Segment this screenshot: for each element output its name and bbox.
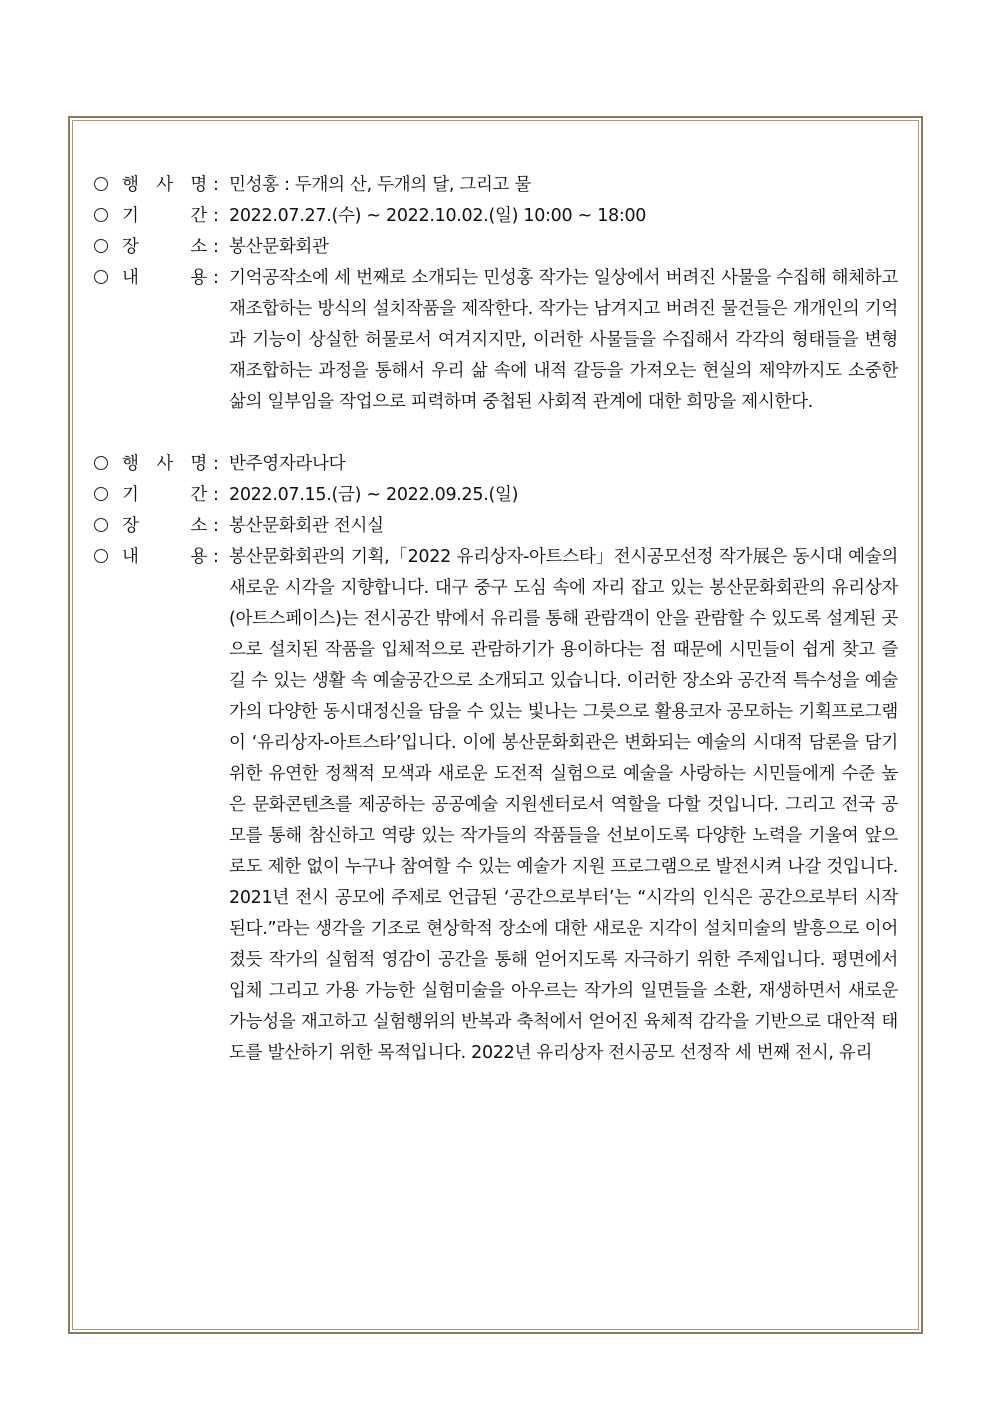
- colon: :: [213, 237, 219, 257]
- event-period-row: [94, 201, 898, 232]
- label-event-name: 행 사 명: [122, 175, 207, 195]
- event-place: 봉산문화회관: [229, 237, 329, 257]
- colon: :: [213, 454, 219, 474]
- colon: :: [213, 206, 219, 226]
- event-name-row: [94, 170, 898, 201]
- circle-bullet-icon: [94, 511, 122, 542]
- event-content: 봉산문화회관의 기획,「2022 유리상자-아트스타」전시공모선정 작가展은 동시대 예술의 새로운 시각을 지향합니다. 대구 중구 도심 속에 자리 잡고 있는 봉산문화회관의 유리상자(아트스페이스)는 전시공간 밖에서 유리를 통해 관람객이 안을 관람할 수 있도록 설계된 곳으로 설치된 작품을 입체적으로 관람하기가 용이하다는 점 때문에 시민들이 쉽게 찾고 즐길 수 있는 생활 속 예술공간으로 소개되고 있습니다. 이러한 장소와 공간적 특수성을 예술가의 다양한 동시대정신을 담을 수 있는 빛나는 그릇으로 활용코자 공모하는 기획프로그램이 ‘유리상자-아트스타’입니다. 이에 봉산문화회관은 변화되는 예술의 시대적 담론을 담기 위한 유연한 정책적 모색과 새로운 도전적 실험으로 예술을 사랑하는 시민들에게 수준 높은 문화콘텐츠를 제공하는 공공예술 지원센터로서 역할을 다할 것입니다. 그리고 전국 공모를 통해 참신하고 역량 있는 작가들의 작품들을 선보이도록 다양한 노력을 기울여 앞으로도 제한 없이 누구나 참여할 수 있는 예술가 지원 프로그램으로 발전시켜 나갈 것입니다. 2021년 전시 공모에 주제로 언급된 ‘공간으로부터’는 “시각의 인식은 공간으로부터 시작된다.”라는 생각을 기조로 현상학적 장소에 대한 새로운 지각이 설치미술의 발흥으로 이어졌듯 작가의 실험적 영감이 공간을 통해 얻어지도록 자극하기 위한 주제입니다. 평면에서 입체 그리고 가용 가능한 실험미술을 아우르는 작가의 일면들을 소환, 재생하면서 새로운 가능성을 재고하고 실험행위의 반복과 축척에서 얻어진 육체적 감각을 기반으로 대안적 태도를 발산하기 위한 목적입니다. 2022년 유리상자 전시공모 선정작 세 번째 전시, 유리: [229, 547, 898, 1063]
- circle-bullet-icon: [94, 480, 122, 511]
- circle-bullet-icon: [94, 542, 122, 573]
- label-content: 내 용: [122, 547, 207, 567]
- label-content: 내 용: [122, 268, 207, 288]
- event-place-row: [94, 232, 898, 263]
- circle-bullet-icon: [94, 201, 122, 232]
- label-place: 장 소: [122, 516, 207, 536]
- event-name-row: [94, 449, 898, 480]
- event-period: 2022.07.15.(금) ~ 2022.09.25.(일): [229, 485, 519, 505]
- document-body: [94, 170, 898, 1069]
- circle-bullet-icon: [94, 232, 122, 263]
- event-period-row: [94, 480, 898, 511]
- event-period: 2022.07.27.(수) ~ 2022.10.02.(일) 10:00 ~ 18:00: [229, 206, 647, 226]
- section-gap: [94, 418, 898, 449]
- colon: :: [213, 268, 219, 288]
- circle-bullet-icon: [94, 449, 122, 480]
- event-place: 봉산문화회관 전시실: [229, 516, 384, 536]
- event-block: [94, 449, 898, 1069]
- colon: :: [213, 175, 219, 195]
- event-content: 기억공작소에 세 번째로 소개되는 민성홍 작가는 일상에서 버려진 사물을 수집해 해체하고 재조합하는 방식의 설치작품을 제작한다. 작가는 남겨지고 버려진 물건들은 개개인의 기억과 기능이 상실한 허물로서 여겨지지만, 이러한 사물들을 수집해서 각각의 형태들을 변형 재조합하는 과정을 통해서 우리 삶 속에 내적 갈등을 가져오는 현실의 제약까지도 소중한 삶의 일부임을 작업으로 피력하며 중첩된 사회적 관계에 대한 희망을 제시한다.: [229, 268, 898, 412]
- label-period: 기 간: [122, 485, 207, 505]
- event-name: 민성홍 : 두개의 산, 두개의 달, 그리고 물: [229, 175, 532, 195]
- label-event-name: 행 사 명: [122, 454, 207, 474]
- colon: :: [213, 516, 219, 536]
- colon: :: [213, 547, 219, 567]
- event-place-row: [94, 511, 898, 542]
- event-name: 반주영자라나다: [229, 454, 346, 474]
- colon: :: [213, 485, 219, 505]
- event-content-row: [94, 542, 898, 1069]
- label-period: 기 간: [122, 206, 207, 226]
- circle-bullet-icon: [94, 263, 122, 294]
- event-content-row: [94, 263, 898, 418]
- event-block: [94, 170, 898, 418]
- label-place: 장 소: [122, 237, 207, 257]
- circle-bullet-icon: [94, 170, 122, 201]
